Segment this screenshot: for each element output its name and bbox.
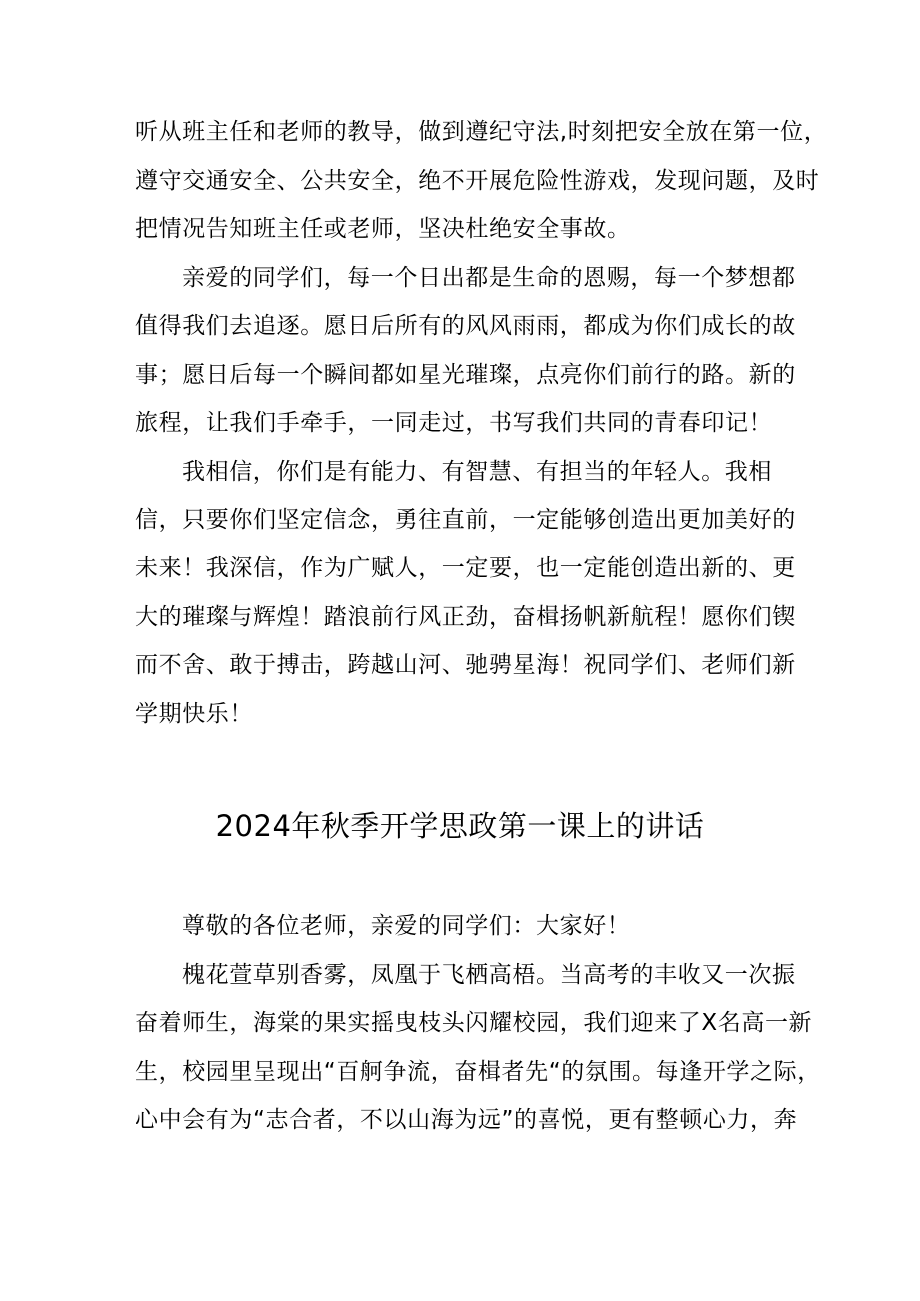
paragraph-line: 信，只要你们坚定信念，勇往直前，一定能够创造出更加美好的	[135, 507, 796, 533]
document-title: 2024年秋季开学思政第一课上的讲话	[215, 809, 705, 843]
paragraph-line: 把情况告知班主任或老师，坚决杜绝安全事故。	[135, 216, 631, 242]
paragraph-line: 槐花萱草别香雾，凤凰于飞栖高梧。当高考的丰收又一次振	[182, 962, 796, 988]
paragraph-line: 心中会有为“志合者，不以山海为远”的喜悦，更有整顿心力，奔	[135, 1107, 798, 1133]
paragraph-line: 值得我们去追逐。愿日后所有的风风雨雨，都成为你们成长的故	[135, 313, 796, 339]
paragraph-line: 我相信，你们是有能力、有智慧、有担当的年轻人。我相	[182, 459, 772, 485]
paragraph-line: 事；愿日后每一个瞬间都如星光璀璨，点亮你们前行的路。新的	[135, 362, 796, 388]
paragraph-line: 未来！我深信，作为广赋人，一定要，也一定能创造出新的、更	[135, 555, 796, 581]
paragraph-line: 生，校园里呈现出“百舸争流，奋楫者先“的氛围。每逢开学之际，	[135, 1059, 821, 1085]
paragraph-line: 而不舍、敢于搏击，跨越山河、驰骋星海！祝同学们、老师们新	[135, 652, 796, 678]
paragraph-line: 尊敬的各位老师，亲爱的同学们：大家好！	[182, 913, 631, 939]
paragraph-line: 奋着师生，海棠的果实摇曳枝头闪耀校园，我们迎来了X名高一新	[135, 1010, 813, 1036]
paragraph-line: 听从班主任和老师的教导，做到遵纪守法,时刻把安全放在第一位，	[135, 119, 828, 145]
paragraph-line: 亲爱的同学们，每一个日出都是生命的恩赐，每一个梦想都	[182, 265, 796, 291]
paragraph-line: 遵守交通安全、公共安全，绝不开展危险性游戏，发现问题，及时	[135, 168, 820, 194]
paragraph-line: 大的璀璨与辉煌！踏浪前行风正劲，奋楫扬帆新航程！愿你们锲	[135, 604, 796, 630]
paragraph-line: 学期快乐！	[135, 701, 253, 727]
paragraph-line: 旅程，让我们手牵手，一同走过，书写我们共同的青春印记！	[135, 410, 773, 436]
